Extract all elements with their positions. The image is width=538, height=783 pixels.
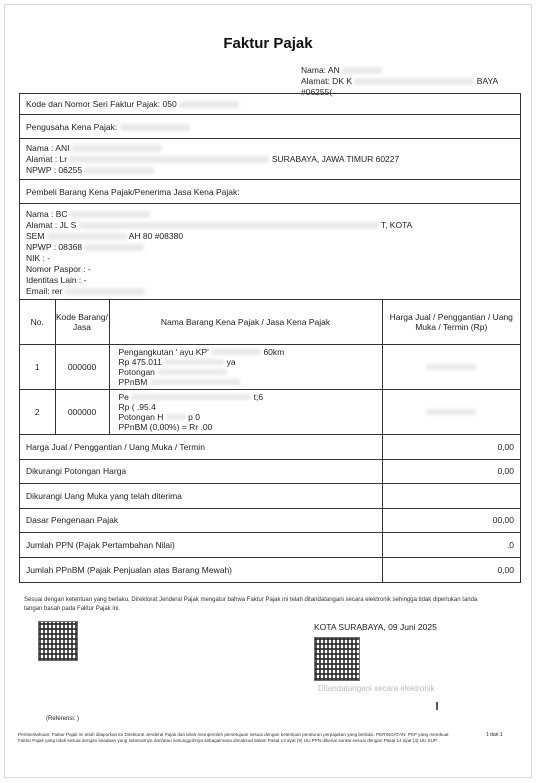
summary-label: Dasar Pengenaan Pajak (20, 508, 382, 533)
pembeli-heading: Pembeli Barang Kena Pajak/Penerima Jasa Kena Pajak: (26, 187, 240, 197)
summary-label: Jumlah PPN (Pajak Pertambahan Nilai) (20, 533, 382, 558)
item-line-tail: t;6 (253, 391, 264, 402)
footer-text: Pemberitahuan: Faktur Pajak ini telah dilaporkan ke Direktorat Jenderal Pajak dan telah memperoleh persetujuan sesuai dengan ketentuan peraturan perpajakan yang berlaku. PERINGATAN: PKP yang membuat Faktur Pajak yang tidak sesuai dengan keadaan yang sebenarnya dan/atau sesungguhnya sebagaimana dimaksud dalam Pasal 13 ayat (9) UU PPN dikenai sanksi sesuai dengan Pasal 14 ayat (4) UU KUP. (18, 732, 449, 744)
summary-row (20, 435, 520, 460)
item-line-tail: 60km (263, 346, 285, 357)
redacted-text (84, 244, 144, 251)
legal-note: Sesuai dengan ketentuan yang berlaku, Direktorat Jenderal Pajak mengatur bahwa Faktur Pajak ini telah ditandatangani secara elektronik sehingga tidak diperlukan tanda tangan basah pada Faktur Pajak ini. (24, 597, 478, 612)
item-no: 2 (20, 389, 55, 434)
summary-label: Jumlah PPnBM (Pajak Penjualan atas Barang Mewah) (26, 564, 232, 575)
redacted-text (120, 124, 190, 131)
pembeli-alamat: Alamat : JL S (26, 220, 77, 230)
pembeli-email: Email: rer (26, 286, 63, 296)
item-line: Potongan (118, 366, 155, 377)
redacted-text (131, 394, 251, 400)
summary-row (20, 484, 520, 509)
summary-label: Harga Jual / Penggantian / Uang Muka / Termin (20, 435, 382, 460)
redacted-text (84, 167, 154, 174)
summary-row (20, 508, 520, 533)
pembeli-npwp: NPWP : 08368 (26, 242, 83, 252)
kode-seri-label: Kode dan Nomor Seri Faktur Pajak: 050 (26, 99, 177, 109)
header-nama: Nama Barang Kena Pajak / Jasa Kena Pajak (109, 300, 382, 344)
pembeli-alamat-tail: T, KOTA (380, 220, 413, 230)
item-line-tail: ya (226, 356, 236, 367)
invoice-main-table (19, 93, 521, 583)
pembeli-nik: NIK : - (26, 253, 51, 263)
item-description (109, 389, 382, 434)
header-no: No. (20, 300, 55, 344)
summary-value: 0,00 (382, 459, 520, 484)
pembeli-nama: Nama : BC (26, 209, 68, 219)
summary-table (20, 435, 520, 582)
document-title: Faktur Pajak (223, 35, 313, 52)
item-line: PPnBM (118, 376, 148, 387)
item-kode: 000000 (55, 344, 109, 389)
item-description (109, 344, 382, 389)
item-line: Pengangkutan ' ayu KP' (118, 346, 209, 357)
kode-seri-row (20, 94, 520, 115)
redacted-text (342, 67, 382, 74)
esign-text: Ditandatangani secara elektronik (318, 684, 435, 693)
pengusaha-heading-row (20, 115, 520, 139)
pengusaha-nama: Nama : ANI (26, 143, 70, 153)
redacted-text (157, 369, 227, 375)
items-table (20, 300, 520, 435)
redacted-text (72, 145, 162, 152)
redacted-text (150, 379, 240, 385)
redacted-text (65, 288, 145, 295)
summary-label: Dikurangi Uang Muka yang telah diterima (20, 484, 382, 509)
redacted-text (69, 156, 269, 163)
pembeli-details (20, 204, 520, 300)
redacted-text (79, 222, 379, 229)
redacted-text (70, 211, 150, 218)
pengusaha-npwp: NPWP : 06255 (26, 165, 83, 175)
signature-qr-icon (314, 637, 360, 681)
item-line: PPnBM (0,00%) = Rr .00 (118, 421, 213, 432)
item-harga (382, 344, 520, 389)
item-line-tail: p 0 (188, 411, 200, 422)
redacted-text (164, 359, 224, 365)
summary-value: 0,00 (382, 557, 520, 582)
item-line: Rp ( .95.4 (118, 401, 156, 412)
item-kode: 000000 (55, 389, 109, 434)
redacted-text (426, 409, 476, 415)
pembeli-identitas: Identitas Lain : - (26, 275, 87, 285)
redacted-text (47, 233, 127, 240)
item-row (20, 344, 520, 389)
page-number: 1 dari 1 (486, 732, 503, 738)
summary-row (20, 459, 520, 484)
redacted-text (179, 101, 239, 108)
summary-label: Dikurangi Potongan Harga (20, 459, 382, 484)
summary-value: 00,00 (382, 508, 520, 533)
items-header-row (20, 300, 520, 344)
redacted-text (426, 364, 476, 370)
pembeli-alamat-line2-tail: AH 80 #08380 (128, 231, 184, 241)
pengusaha-alamat-tail: SURABAYA, JAWA TIMUR 60227 (271, 154, 400, 164)
item-harga (382, 389, 520, 434)
place-date: KOTA SURABAYA, 09 Juni 2025 (314, 622, 437, 632)
item-line: Rp 475.011 (118, 356, 162, 367)
summary-value: .0 (382, 533, 520, 558)
item-line: Potongan H (118, 411, 164, 422)
pembeli-paspor: Nomor Paspor : - (26, 264, 91, 274)
item-row (20, 389, 520, 434)
header-kode: Kode Barang/ Jasa (55, 300, 109, 344)
pengusaha-alamat: Alamat : Lr (26, 154, 68, 164)
pengusaha-details (20, 139, 520, 180)
seller-address: Alamat: DK K (301, 76, 353, 86)
referensi: (Referensi: ) (46, 716, 80, 722)
summary-row (20, 533, 520, 558)
item-line: Pe (118, 391, 129, 402)
summary-row (20, 557, 520, 582)
item-no: 1 (20, 344, 55, 389)
seller-id: #06255( (301, 87, 333, 97)
mark-divider (436, 702, 438, 710)
summary-value: 0,00 (382, 435, 520, 460)
redacted-text (211, 349, 261, 355)
redacted-text (166, 414, 186, 420)
summary-value (382, 484, 520, 509)
seller-name: Nama: AN (301, 65, 340, 75)
qr-code-icon (38, 621, 78, 661)
seller-address-tail: BAYA (476, 76, 499, 86)
pembeli-heading-row (20, 180, 520, 204)
header-harga: Harga Jual / Penggantian / Uang Muka / Termin (Rp) (382, 300, 520, 344)
pengusaha-heading: Pengusaha Kena Pajak: (26, 122, 118, 132)
pembeli-alamat-line2: SEM (26, 231, 45, 241)
redacted-text (354, 78, 474, 85)
